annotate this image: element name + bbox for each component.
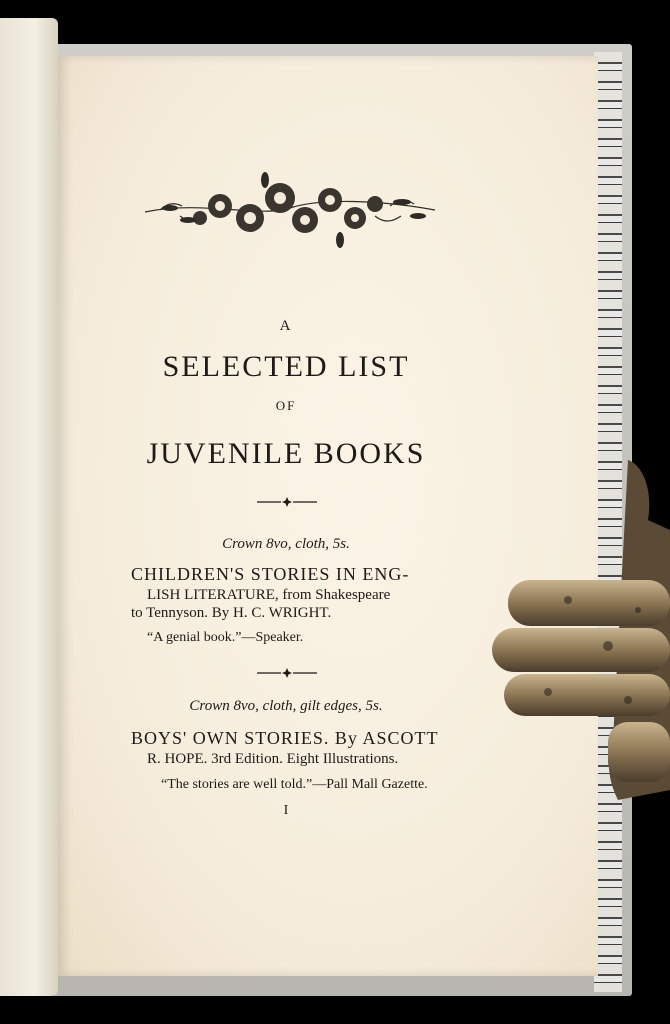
heading-connector: OF: [275, 398, 297, 413]
entry-1-format: Crown 8vo, cloth, 5s.: [222, 536, 350, 552]
star-rule-divider-icon: [257, 496, 317, 508]
entry-2-title: BOYS' OWN STORIES. By ASCOTT: [131, 728, 439, 748]
left-page: [0, 18, 58, 996]
page-number: I: [283, 803, 289, 818]
entry-2-line-2: R. HOPE. 3rd Edition. Eight Illustrations.: [147, 751, 399, 767]
star-rule-divider-icon: [257, 667, 317, 679]
entry-1-line-3: to Tennyson. By H. C. WRIGHT.: [131, 605, 332, 621]
heading-article: A: [279, 318, 293, 334]
entry-1-review-quote: “A genial book.”—Speaker.: [147, 630, 304, 645]
entry-1-title: CHILDREN'S STORIES IN ENG-: [131, 564, 410, 584]
entry-1-line-2: LISH LITERATURE, from Shakespeare: [147, 587, 391, 603]
floral-ornament-icon: [140, 160, 440, 256]
page-title-line-1: SELECTED LIST: [162, 350, 410, 383]
entry-2-format: Crown 8vo, cloth, gilt edges, 5s.: [189, 698, 383, 714]
entry-2-review-quote: “The stories are well told.”—Pall Mall Gazette.: [161, 777, 428, 792]
page-title-line-2: JUVENILE BOOKS: [146, 437, 426, 470]
hand-holder-icon: [488, 460, 670, 820]
